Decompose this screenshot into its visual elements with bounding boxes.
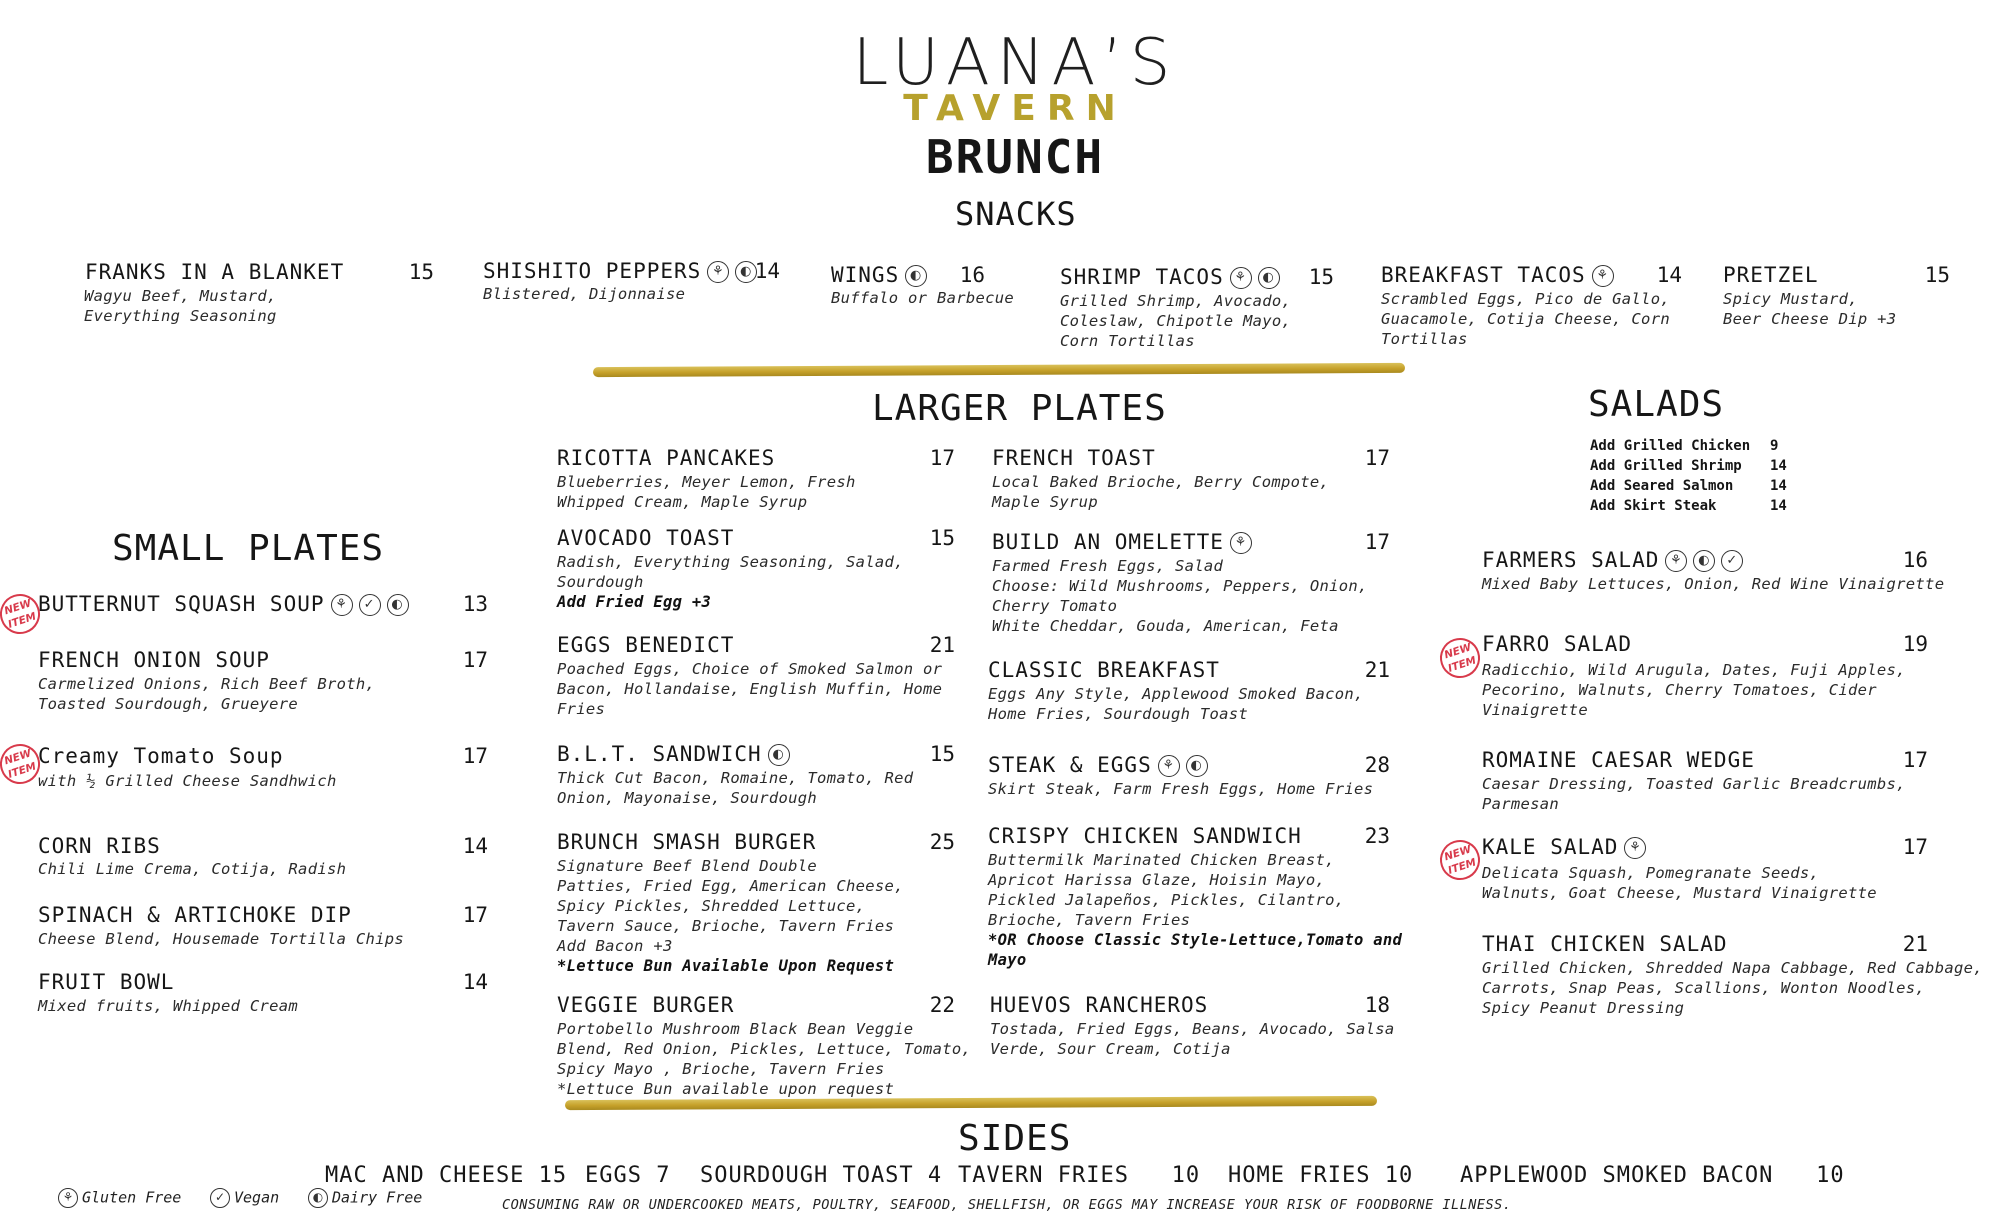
- item-desc-line: Choose: Wild Mushrooms, Peppers, Onion,: [992, 577, 1368, 595]
- gluten-free-icon: ⚘: [1665, 550, 1687, 572]
- side-item: MAC AND CHEESE 15: [325, 1163, 568, 1188]
- item-desc-french-toast: [992, 472, 1329, 512]
- item-name-shrimp-tacos: [1060, 265, 1280, 289]
- item-price-shrimp-tacos: 15: [1308, 265, 1334, 289]
- item-desc-line: Tavern Sauce, Brioche, Tavern Fries: [557, 917, 895, 935]
- item-desc-avocado-toast: [557, 552, 904, 612]
- item-price-romaine-caesar-wedge: 17: [1902, 748, 1928, 772]
- item-desc-line: Corn Tortillas: [1060, 332, 1195, 350]
- item-desc-line: Buttermilk Marinated Chicken Breast,: [988, 851, 1335, 869]
- item-desc-line: Poached Eggs, Choice of Smoked Salmon or: [557, 660, 943, 678]
- salad-addon-price: 14: [1770, 458, 1787, 474]
- item-price-brunch-smash-burger: 25: [929, 830, 955, 854]
- logo-wordmark: LUANA’S: [852, 26, 1178, 100]
- item-desc-thai-chicken-salad: [1482, 958, 1983, 1018]
- item-name-farmers-salad: [1482, 548, 1743, 572]
- foodborne-disclaimer: CONSUMING RAW OR UNDERCOOKED MEATS, POULTRY, SEAFOOD, SHELLFISH, OR EGGS MAY INCREASE YOUR RISK OF FOODBORNE ILLNESS.: [502, 1197, 1512, 1213]
- item-price-spinach-artichoke-dip: 17: [462, 903, 488, 927]
- legend-item: [58, 1188, 181, 1208]
- item-price-veggie-burger: 22: [929, 993, 955, 1017]
- item-desc-line: Spicy Peanut Dressing: [1482, 999, 1685, 1017]
- vegan-icon: ✓: [1721, 550, 1743, 572]
- item-name-thai-chicken-salad: [1482, 932, 1728, 956]
- item-name-text: FRUIT BOWL: [38, 970, 175, 994]
- item-desc-line: Pickled Jalapeños, Pickles, Cilantro,: [988, 891, 1345, 909]
- item-desc-line: Brioche, Tavern Fries: [988, 911, 1191, 929]
- item-desc-line: Mixed fruits, Whipped Cream: [38, 997, 299, 1015]
- salad-addon-label: Add Skirt Steak: [1590, 498, 1717, 514]
- item-name-eggs-benedict: [557, 633, 734, 657]
- item-desc-line: Eggs Any Style, Applewood Smoked Bacon,: [988, 685, 1364, 703]
- item-desc-line: Portobello Mushroom Black Bean Veggie: [557, 1020, 914, 1038]
- item-desc-line: Beer Cheese Dip +3: [1723, 310, 1897, 328]
- item-desc-line: *Lettuce Bun available upon request: [557, 1080, 895, 1098]
- item-desc-brunch-smash-burger: [557, 856, 904, 976]
- item-name-b-l-t-sandwich: [557, 742, 790, 766]
- item-desc-line: Local Baked Brioche, Berry Compote,: [992, 473, 1330, 491]
- item-price-butternut-squash-soup: 13: [462, 592, 488, 616]
- item-desc-line: Sourdough: [557, 573, 644, 591]
- item-desc-line: Toasted Sourdough, Grueyere: [38, 695, 299, 713]
- item-desc-line: Chili Lime Crema, Cotija, Radish: [38, 860, 347, 878]
- dairy-free-icon: ◐: [768, 744, 790, 766]
- item-note-line: *OR Choose Classic Style-Lettuce,Tomato and: [988, 931, 1403, 949]
- logo-subtitle: TAVERN: [903, 88, 1127, 129]
- side-item: SOURDOUGH TOAST 4: [700, 1163, 943, 1188]
- legend-label: Vegan: [234, 1188, 280, 1207]
- side-item: EGGS 7: [585, 1163, 671, 1188]
- item-desc-line: Buffalo or Barbecue: [831, 289, 1015, 307]
- dairy-free-icon: ◐: [905, 265, 927, 287]
- item-desc-pretzel: [1723, 289, 1896, 329]
- item-desc-line: White Cheddar, Gouda, American, Feta: [992, 617, 1339, 635]
- item-name-text: STEAK & EGGS: [988, 753, 1152, 777]
- salad-addon-row: [1590, 476, 1787, 496]
- item-price-corn-ribs: 14: [462, 834, 488, 858]
- item-name-text: SPINACH & ARTICHOKE DIP: [38, 903, 352, 927]
- item-name-text: B.L.T. SANDWICH: [557, 742, 762, 766]
- item-desc-line: Guacamole, Cotija Cheese, Corn: [1381, 310, 1670, 328]
- item-desc-creamy-tomato-soup: [38, 771, 337, 791]
- item-desc-line: Tortillas: [1381, 330, 1468, 348]
- vegan-icon: ✓: [359, 594, 381, 616]
- item-price-b-l-t-sandwich: 15: [929, 742, 955, 766]
- gluten-free-icon: ⚘: [1158, 755, 1180, 777]
- item-desc-kale-salad: [1482, 863, 1877, 903]
- item-desc-line: Fries: [557, 700, 606, 718]
- item-name-franks-in-a-blanket: [85, 260, 344, 284]
- item-desc-spinach-artichoke-dip: [38, 929, 404, 949]
- item-name-text: FARRO SALAD: [1482, 632, 1633, 656]
- item-price-avocado-toast: 15: [929, 526, 955, 550]
- item-desc-line: Whipped Cream, Maple Syrup: [557, 493, 808, 511]
- salad-addon-row: [1590, 436, 1778, 456]
- item-desc-line: Tostada, Fried Eggs, Beans, Avocado, Salsa: [990, 1020, 1395, 1038]
- item-desc-line: Apricot Harissa Glaze, Hoisin Mayo,: [988, 871, 1326, 889]
- item-desc-line: Radicchio, Wild Arugula, Dates, Fuji Apples,: [1482, 661, 1906, 679]
- item-name-text: CLASSIC BREAKFAST: [988, 658, 1220, 682]
- item-name-french-toast: [992, 446, 1156, 470]
- menu-title: BRUNCH: [925, 130, 1105, 184]
- item-desc-line: Caesar Dressing, Toasted Garlic Breadcrumbs,: [1482, 775, 1906, 793]
- item-desc-line: Scrambled Eggs, Pico de Gallo,: [1381, 290, 1670, 308]
- item-desc-line: Grilled Shrimp, Avocado,: [1060, 292, 1292, 310]
- item-desc-shishito-peppers: [483, 284, 685, 304]
- item-desc-line: Signature Beef Blend Double: [557, 857, 818, 875]
- item-price-fruit-bowl: 14: [462, 970, 488, 994]
- legend-label: Gluten Free: [82, 1188, 182, 1207]
- item-name-crispy-chicken-sandwich: [988, 824, 1302, 848]
- item-name-spinach-artichoke-dip: [38, 903, 352, 927]
- item-desc-line: Coleslaw, Chipotle Mayo,: [1060, 312, 1292, 330]
- item-desc-ricotta-pancakes: [557, 472, 856, 512]
- item-desc-line: Mixed Baby Lettuces, Onion, Red Wine Vinaigrette: [1482, 575, 1945, 593]
- item-name-steak-eggs: [988, 753, 1208, 777]
- item-name-ricotta-pancakes: [557, 446, 775, 470]
- gluten-free-icon: ⚘: [707, 261, 729, 283]
- item-desc-breakfast-tacos: [1381, 289, 1670, 349]
- item-desc-b-l-t-sandwich: [557, 768, 913, 808]
- item-desc-line: Patties, Fried Egg, American Cheese,: [557, 877, 904, 895]
- dairy-free-icon: ◐: [1693, 550, 1715, 572]
- item-name-text: SHISHITO PEPPERS: [483, 259, 702, 283]
- salad-addon-price: 14: [1770, 498, 1787, 514]
- item-name-text: BRUNCH SMASH BURGER: [557, 830, 817, 854]
- item-desc-farro-salad: [1482, 660, 1906, 720]
- legend-label: Dairy Free: [332, 1188, 423, 1207]
- salad-addon-label: Add Grilled Shrimp: [1590, 458, 1742, 474]
- salad-addon-label: Add Grilled Chicken: [1590, 438, 1751, 454]
- salad-addon-label: Add Seared Salmon: [1590, 478, 1734, 494]
- gluten-free-icon: ⚘: [58, 1188, 78, 1208]
- item-name-text: ROMAINE CAESAR WEDGE: [1482, 748, 1755, 772]
- item-desc-line: Cherry Tomato: [992, 597, 1118, 615]
- item-desc-line: Pecorino, Walnuts, Cherry Tomatoes, Cider: [1482, 681, 1877, 699]
- item-desc-corn-ribs: [38, 859, 346, 879]
- item-desc-line: Spicy Mustard,: [1723, 290, 1858, 308]
- item-desc-farmers-salad: [1482, 574, 1944, 594]
- item-note-line: Mayo: [988, 951, 1027, 969]
- snacks-title: SNACKS: [955, 195, 1077, 233]
- item-price-pretzel: 15: [1924, 263, 1950, 287]
- gluten-free-icon: ⚘: [1230, 532, 1252, 554]
- item-price-eggs-benedict: 21: [929, 633, 955, 657]
- item-desc-crispy-chicken-sandwich: [988, 850, 1402, 970]
- item-desc-shrimp-tacos: [1060, 291, 1291, 351]
- item-price-french-toast: 17: [1364, 446, 1390, 470]
- item-note-line: Add Fried Egg +3: [557, 593, 712, 611]
- item-name-corn-ribs: [38, 834, 161, 858]
- gluten-free-icon: ⚘: [331, 594, 353, 616]
- new-item-badge: NEW ITEM: [1435, 835, 1485, 885]
- item-desc-line: Carrots, Snap Peas, Scallions, Wonton Noodles,: [1482, 979, 1926, 997]
- salad-addon-price: 14: [1770, 478, 1787, 494]
- item-price-farro-salad: 19: [1902, 632, 1928, 656]
- legend-item: [308, 1188, 422, 1208]
- new-item-badge: NEW ITEM: [1435, 633, 1485, 683]
- item-name-text: FRENCH ONION SOUP: [38, 648, 270, 672]
- item-desc-wings: [831, 288, 1014, 308]
- item-note-line: *Lettuce Bun Available Upon Request: [557, 957, 895, 975]
- item-desc-line: Thick Cut Bacon, Romaine, Tomato, Red: [557, 769, 914, 787]
- item-desc-fruit-bowl: [38, 996, 298, 1016]
- item-desc-line: Maple Syrup: [992, 493, 1098, 511]
- item-desc-line: Add Bacon +3: [557, 937, 673, 955]
- item-name-butternut-squash-soup: [38, 592, 409, 616]
- item-desc-line: Bacon, Hollandaise, English Muffin, Home: [557, 680, 943, 698]
- item-desc-line: Home Fries, Sourdough Toast: [988, 705, 1249, 723]
- dairy-free-icon: ◐: [735, 261, 757, 283]
- item-desc-line: Radish, Everything Seasoning, Salad,: [557, 553, 904, 571]
- item-name-text: FRANKS IN A BLANKET: [85, 260, 345, 284]
- item-name-text: BREAKFAST TACOS: [1381, 263, 1586, 287]
- item-name-fruit-bowl: [38, 970, 174, 994]
- dairy-free-icon: ◐: [308, 1188, 328, 1208]
- item-desc-line: Carmelized Onions, Rich Beef Broth,: [38, 675, 376, 693]
- item-name-breakfast-tacos: [1381, 263, 1614, 287]
- vegan-icon: ✓: [210, 1188, 230, 1208]
- item-name-text: THAI CHICKEN SALAD: [1482, 932, 1728, 956]
- item-desc-line: Grilled Chicken, Shredded Napa Cabbage, Red Cabbage,: [1482, 959, 1983, 977]
- item-desc-line: Farmed Fresh Eggs, Salad: [992, 557, 1224, 575]
- new-item-badge: NEW ITEM: [0, 589, 45, 639]
- item-desc-line: Parmesan: [1482, 795, 1560, 813]
- item-name-text: RICOTTA PANCAKES: [557, 446, 776, 470]
- item-name-text: HUEVOS RANCHEROS: [990, 993, 1209, 1017]
- gluten-free-icon: ⚘: [1230, 267, 1252, 289]
- item-desc-french-onion-soup: [38, 674, 375, 714]
- item-desc-line: Verde, Sour Cream, Cotija: [990, 1040, 1231, 1058]
- item-desc-line: Vinaigrette: [1482, 701, 1588, 719]
- salad-addon-price: 9: [1770, 438, 1779, 454]
- item-name-text: Creamy Tomato Soup: [38, 744, 284, 768]
- item-desc-line: Blistered, Dijonnaise: [483, 285, 686, 303]
- item-desc-classic-breakfast: [988, 684, 1364, 724]
- item-name-brunch-smash-burger: [557, 830, 816, 854]
- item-name-text: PRETZEL: [1723, 263, 1819, 287]
- item-price-creamy-tomato-soup: 17: [462, 744, 488, 768]
- sides-title: SIDES: [958, 1118, 1072, 1159]
- item-price-steak-eggs: 28: [1364, 753, 1390, 777]
- item-desc-line: with ½ Grilled Cheese Sandhwich: [38, 772, 337, 790]
- item-name-text: CRISPY CHICKEN SANDWICH: [988, 824, 1302, 848]
- item-name-wings: [831, 263, 927, 287]
- dairy-free-icon: ◐: [1186, 755, 1208, 777]
- item-name-farro-salad: [1482, 632, 1632, 656]
- item-name-text: FARMERS SALAD: [1482, 548, 1660, 572]
- item-desc-line: Everything Seasoning: [84, 307, 277, 325]
- item-name-text: VEGGIE BURGER: [557, 993, 735, 1017]
- item-desc-huevos-rancheros: [990, 1019, 1395, 1059]
- item-desc-line: Cheese Blend, Housemade Tortilla Chips: [38, 930, 405, 948]
- item-price-kale-salad: 17: [1902, 835, 1928, 859]
- new-item-badge: NEW ITEM: [0, 739, 45, 789]
- item-price-ricotta-pancakes: 17: [929, 446, 955, 470]
- salads-title: SALADS: [1588, 384, 1725, 425]
- dairy-free-icon: ◐: [387, 594, 409, 616]
- item-desc-line: Walnuts, Goat Cheese, Mustard Vinaigrette: [1482, 884, 1877, 902]
- item-desc-franks-in-a-blanket: [84, 286, 277, 326]
- small-plates-title: SMALL PLATES: [112, 528, 385, 569]
- item-name-text: KALE SALAD: [1482, 835, 1619, 859]
- item-desc-line: Onion, Mayonaise, Sourdough: [557, 789, 818, 807]
- item-desc-build-an-omelette: [992, 556, 1368, 636]
- item-desc-line: Spicy Mayo , Brioche, Tavern Fries: [557, 1060, 885, 1078]
- item-name-avocado-toast: [557, 526, 734, 550]
- item-name-text: AVOCADO TOAST: [557, 526, 735, 550]
- item-name-text: BUTTERNUT SQUASH SOUP: [38, 592, 325, 616]
- item-desc-line: Blend, Red Onion, Pickles, Lettuce, Tomato,: [557, 1040, 972, 1058]
- item-desc-line: Wagyu Beef, Mustard,: [84, 287, 277, 305]
- item-name-kale-salad: [1482, 835, 1646, 859]
- item-name-classic-breakfast: [988, 658, 1220, 682]
- item-name-text: WINGS: [831, 263, 900, 287]
- item-desc-veggie-burger: [557, 1019, 971, 1099]
- item-price-crispy-chicken-sandwich: 23: [1364, 824, 1390, 848]
- item-name-french-onion-soup: [38, 648, 270, 672]
- gold-divider-top: [593, 363, 1405, 377]
- salad-addon-row: [1590, 496, 1787, 516]
- item-price-thai-chicken-salad: 21: [1902, 932, 1928, 956]
- item-price-wings: 16: [959, 263, 985, 287]
- item-price-build-an-omelette: 17: [1364, 530, 1390, 554]
- item-name-veggie-burger: [557, 993, 734, 1017]
- item-name-text: SHRIMP TACOS: [1060, 265, 1224, 289]
- item-name-huevos-rancheros: [990, 993, 1208, 1017]
- item-price-classic-breakfast: 21: [1364, 658, 1390, 682]
- legend-item: [210, 1188, 279, 1208]
- larger-plates-title: LARGER PLATES: [872, 388, 1167, 429]
- dairy-free-icon: ◐: [1258, 267, 1280, 289]
- side-item: APPLEWOOD SMOKED BACON 10: [1460, 1163, 1845, 1188]
- item-name-pretzel: [1723, 263, 1819, 287]
- gluten-free-icon: ⚘: [1592, 265, 1614, 287]
- item-name-build-an-omelette: [992, 530, 1252, 554]
- item-price-huevos-rancheros: 18: [1364, 993, 1390, 1017]
- side-item: TAVERN FRIES 10: [958, 1163, 1201, 1188]
- item-desc-romaine-caesar-wedge: [1482, 774, 1906, 814]
- item-name-text: CORN RIBS: [38, 834, 161, 858]
- salad-addon-row: [1590, 456, 1787, 476]
- item-desc-line: Skirt Steak, Farm Fresh Eggs, Home Fries: [988, 780, 1374, 798]
- item-desc-line: Delicata Squash, Pomegranate Seeds,: [1482, 864, 1820, 882]
- item-desc-line: Spicy Pickles, Shredded Lettuce,: [557, 897, 866, 915]
- gluten-free-icon: ⚘: [1624, 837, 1646, 859]
- item-name-text: EGGS BENEDICT: [557, 633, 735, 657]
- item-desc-steak-eggs: [988, 779, 1373, 799]
- item-desc-eggs-benedict: [557, 659, 942, 719]
- item-price-farmers-salad: 16: [1902, 548, 1928, 572]
- item-price-shishito-peppers: 14: [754, 259, 780, 283]
- item-price-french-onion-soup: 17: [462, 648, 488, 672]
- item-name-shishito-peppers: [483, 259, 757, 283]
- side-item: HOME FRIES 10: [1228, 1163, 1414, 1188]
- item-name-text: FRENCH TOAST: [992, 446, 1156, 470]
- item-price-breakfast-tacos: 14: [1656, 263, 1682, 287]
- item-desc-line: Blueberries, Meyer Lemon, Fresh: [557, 473, 856, 491]
- item-name-creamy-tomato-soup: [38, 744, 284, 768]
- item-price-franks-in-a-blanket: 15: [408, 260, 434, 284]
- item-name-romaine-caesar-wedge: [1482, 748, 1755, 772]
- item-name-text: BUILD AN OMELETTE: [992, 530, 1224, 554]
